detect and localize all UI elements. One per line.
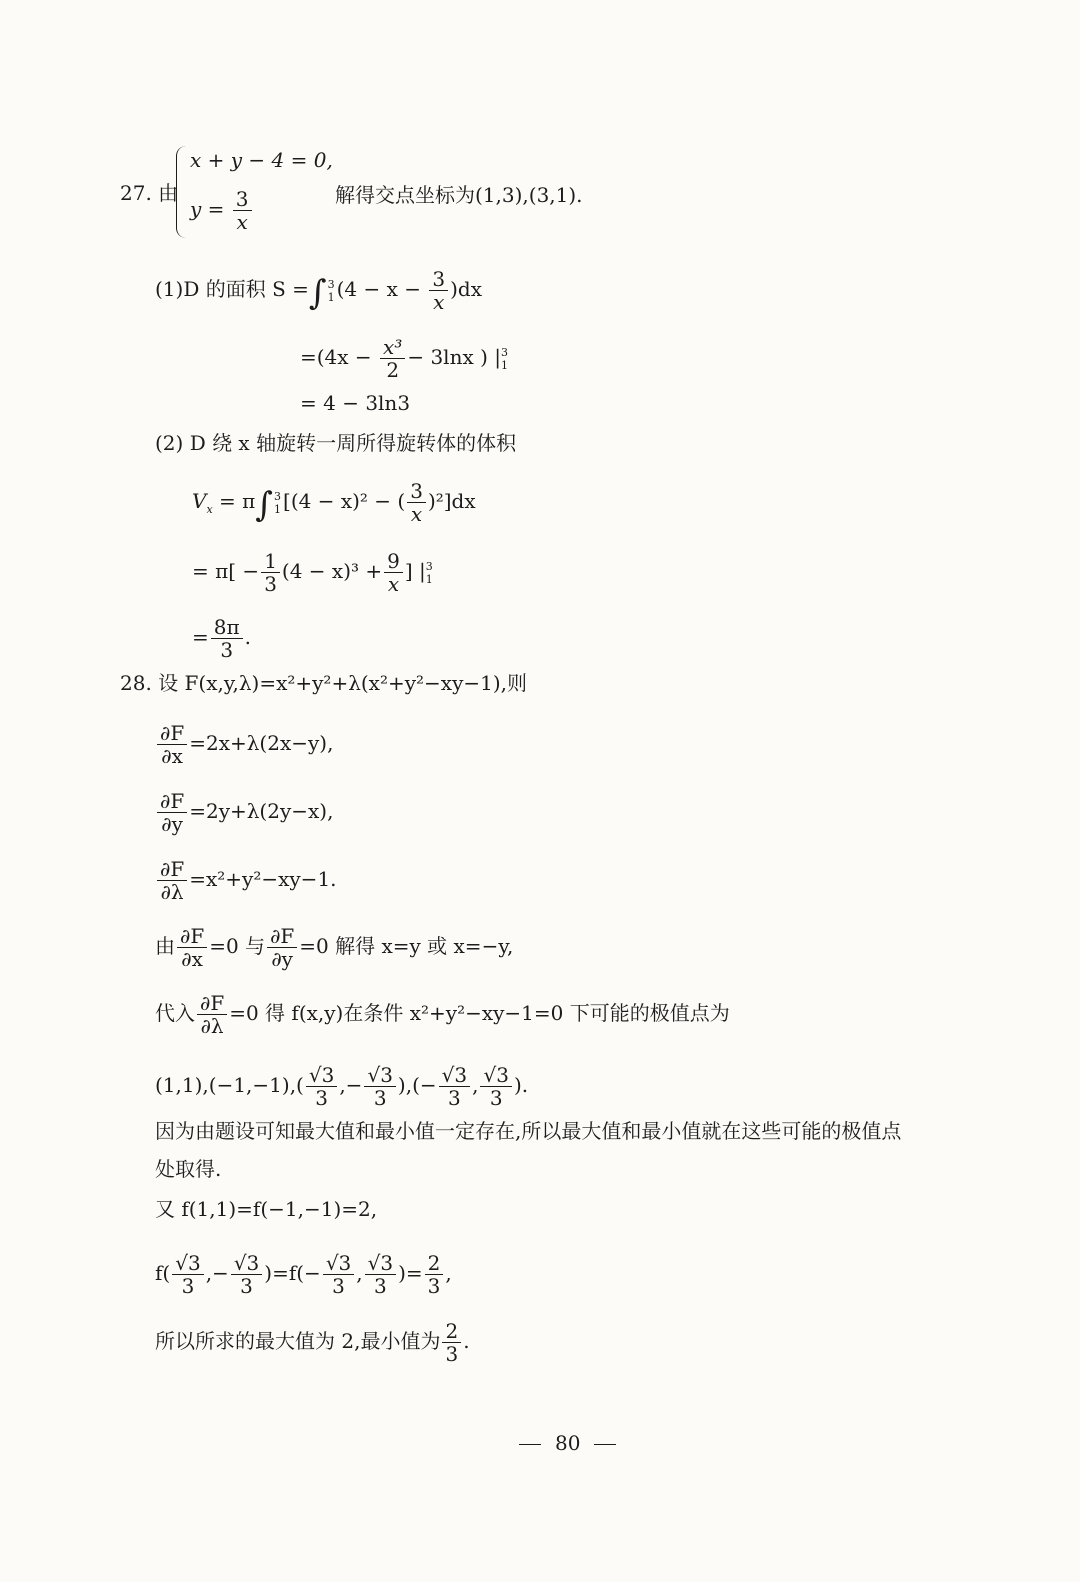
- page-number: 80: [505, 1430, 630, 1456]
- partial-y: $\frac{\partial F}{\partial y}$ =2y+λ(2y−x),: [155, 790, 333, 835]
- volume-antiderivative: = π[ − $\frac{1}{3}$ (4 − x)³ + $\frac{9}{x}$ ] | 3 1: [192, 549, 433, 596]
- volume-integral: $V_x = \pi\int$ 3 1 [(4 − x)² − ( $\frac{3}{x}$ )²]dx: [192, 479, 476, 526]
- problem-27-label: 27. 由: [120, 181, 179, 205]
- reason-line-1: 因为由题设可知最大值和最小值一定存在,所以最大值和最小值就在这些可能的极值点: [155, 1119, 902, 1143]
- volume-heading: (2) D 绕 x 轴旋转一周所得旋转体的体积: [155, 431, 517, 455]
- system-equation-2: y = $\frac{3}{x}$: [190, 188, 254, 233]
- partial-x: $\frac{\partial F}{\partial x}$ =2x+λ(2x−y),: [155, 722, 333, 767]
- substitute-line: 代入 $\frac{\partial F}{\partial\lambda}$ =0 得 f(x,y)在条件 x²+y²−xy−1=0 下可能的极值点为: [155, 991, 730, 1038]
- partial-lambda: $\frac{\partial F}{\partial\lambda}$ =x²+y²−xy−1.: [155, 858, 337, 903]
- volume-result: = $\frac{8\pi}{3}$ .: [192, 615, 251, 662]
- conclusion: 所以所求的最大值为 2,最小值为 $\frac{2}{3}$ .: [155, 1319, 470, 1366]
- critical-points: (1,1),(−1,−1),( $\frac{√3}{3}$ ,− $\frac{√3}{3}$ ),(− $\frac{√3}{3}$ , $\frac{√3}{3}$ ).: [155, 1063, 529, 1110]
- reason-line-2: 处取得.: [155, 1157, 222, 1181]
- area-result: = 4 − 3ln3: [300, 391, 411, 415]
- solve-line: 由 $\frac{\partial F}{\partial x}$ =0 与 $\frac{\partial F}{\partial y}$ =0 解得 x=y 或 x=−y,: [155, 924, 514, 971]
- intersection-result: 解得交点坐标为(1,3),(3,1).: [335, 183, 583, 207]
- area-integral: (1)D 的面积 S =∫ 3 1 (4 − x − $\frac{3}{x}$ )dx: [155, 267, 483, 314]
- problem-28-intro: 28. 设 F(x,y,λ)=x²+y²+λ(x²+y²−xy−1),则: [120, 671, 528, 695]
- area-antiderivative: =(4x − $\frac{\text{x³}}{2}$ − 3lnx ) | 3 1: [300, 335, 508, 382]
- system-equation-1: x + y − 4 = 0,: [190, 148, 333, 172]
- value-at-points-1: 又 f(1,1)=f(−1,−1)=2,: [155, 1197, 378, 1221]
- value-at-points-2: f( $\frac{√3}{3}$ ,− $\frac{√3}{3}$ )=f(− $\frac{√3}{3}$ , $\frac{√3}{3}$ )= $\frac{2}{3}$ ,: [155, 1251, 452, 1298]
- system-brace: [176, 146, 187, 238]
